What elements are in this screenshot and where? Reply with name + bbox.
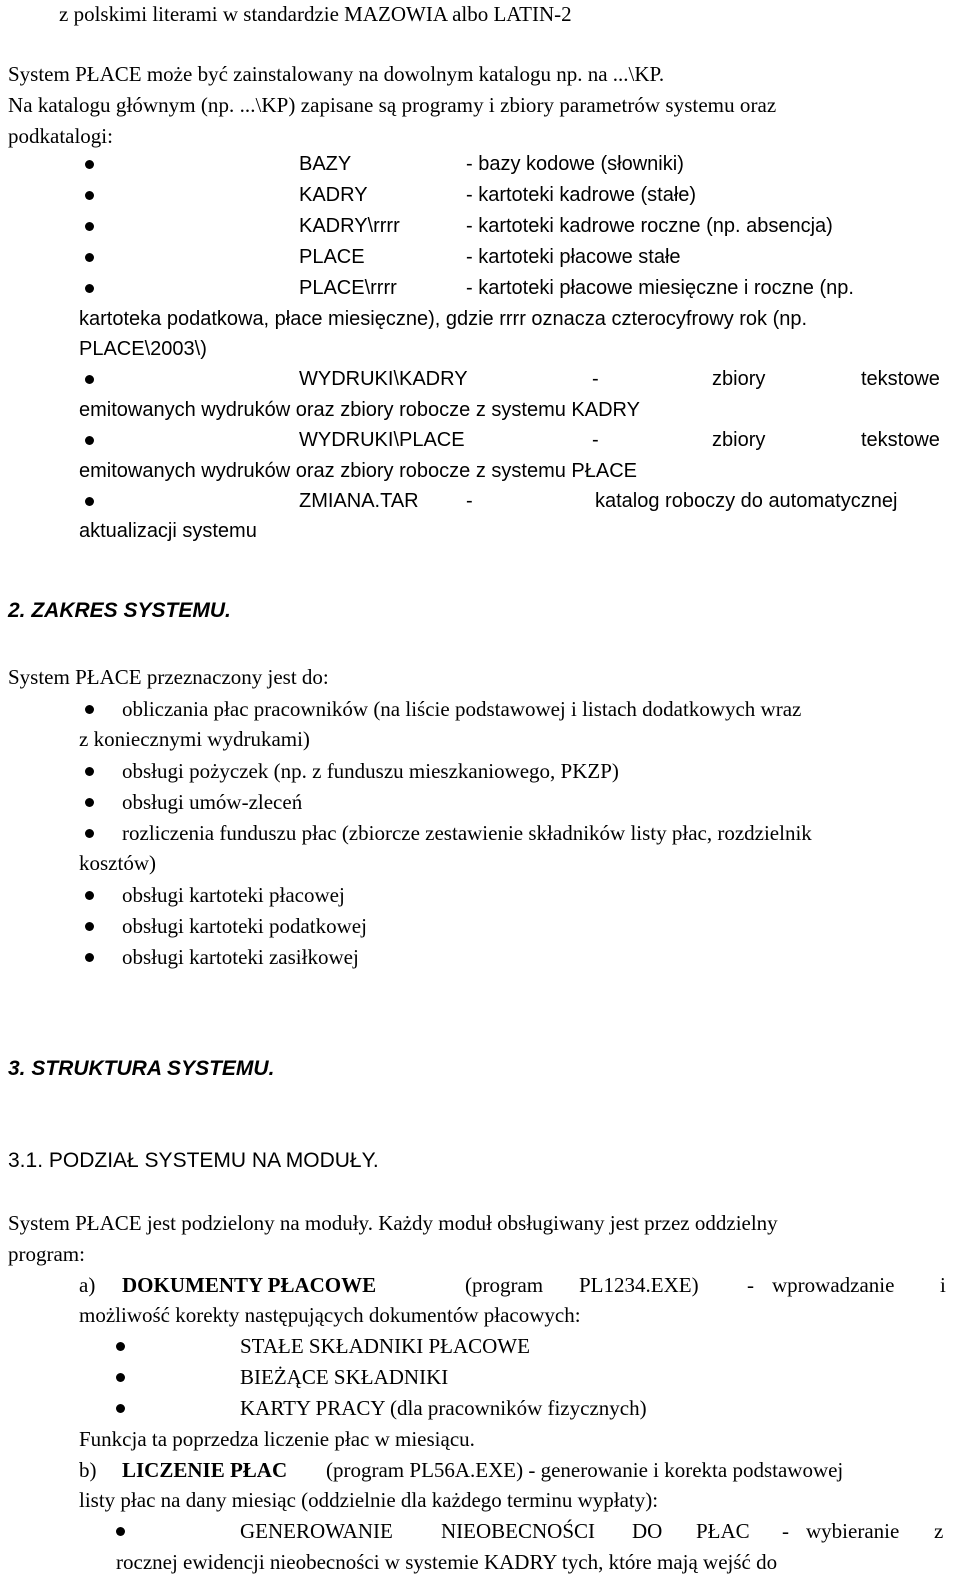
wydruki-place-continuation: emitowanych wydruków oraz zbiory robocze z systemu PŁACE — [79, 460, 637, 482]
wydruki-place-dash: - — [592, 429, 599, 451]
scope-item: rozliczenia funduszu płac (zbiorcze zestawienie składników listy płac, rozdzielnik — [122, 821, 812, 845]
wydruki-kadry-word: tekstowe — [861, 368, 940, 390]
section-3-intro-continuation: program: — [8, 1242, 85, 1266]
bullet-icon — [85, 798, 94, 807]
module-a-word: - — [747, 1273, 754, 1297]
module-b-item-word: DO — [632, 1519, 663, 1543]
bullet-icon — [85, 953, 94, 962]
bullet-icon — [85, 253, 94, 262]
bullet-icon — [85, 891, 94, 900]
module-b-item-word: z — [934, 1519, 944, 1543]
zmiana-desc: katalog roboczy do automatycznej — [595, 490, 898, 512]
dir-desc-place-rrrr: - kartoteki płacowe miesięczne i roczne (np. — [466, 277, 854, 299]
module-a-word: PL1234.EXE) — [579, 1273, 699, 1297]
zmiana-name: ZMIANA.TAR — [299, 490, 419, 512]
bullet-icon — [85, 375, 94, 384]
bullet-icon — [85, 284, 94, 293]
bullet-icon — [116, 1404, 125, 1413]
module-b-item-word: - — [782, 1519, 789, 1543]
module-a-word: (program — [465, 1273, 544, 1297]
dirs-continuation-2: PLACE\2003\) — [79, 338, 207, 360]
module-b-continuation: listy płac na dany miesiąc (oddzielnie dla każdego terminu wypłaty): — [79, 1488, 659, 1512]
wydruki-place-word: zbiory — [712, 429, 766, 451]
module-b-item-word: wybieranie — [806, 1519, 900, 1543]
dir-name-kadry-rrrr: KADRY\rrrr — [299, 215, 400, 237]
dir-name-place: PLACE — [299, 246, 365, 268]
scope-item: obliczania płac pracowników (na liście podstawowej i listach dodatkowych wraz — [122, 697, 802, 721]
scope-item-continuation: kosztów) — [79, 851, 156, 875]
module-a-word: wprowadzanie — [772, 1273, 895, 1297]
module-b-label: b) — [79, 1458, 97, 1482]
bullet-icon — [116, 1342, 125, 1351]
wydruki-place-word: tekstowe — [861, 429, 940, 451]
dir-desc-bazy: - bazy kodowe (słowniki) — [466, 153, 684, 175]
dir-name-bazy: BAZY — [299, 153, 352, 175]
bullet-icon — [116, 1527, 125, 1536]
zmiana-dash: - — [466, 490, 473, 512]
dir-desc-place: - kartoteki płacowe stałe — [466, 246, 681, 268]
module-a-item: KARTY PRACY (dla pracowników fizycznych) — [240, 1396, 647, 1420]
module-a-item: BIEŻĄCE SKŁADNIKI — [240, 1365, 449, 1389]
bullet-icon — [85, 705, 94, 714]
bullet-icon — [85, 767, 94, 776]
bullet-icon — [85, 497, 94, 506]
intro-line-4: podkatalogi: — [8, 124, 113, 148]
module-b-item-word: GENEROWANIE — [240, 1519, 393, 1543]
section-3-intro: System PŁACE jest podzielony na moduły. Każdy moduł obsługiwany jest przez oddzielny — [8, 1211, 778, 1235]
scope-item: obsługi pożyczek (np. z funduszu mieszkaniowego, PKZP) — [122, 759, 619, 783]
intro-line-2: System PŁACE może być zainstalowany na dowolnym katalogu np. na ...\KP. — [8, 62, 665, 86]
intro-line-3 — [8, 95, 948, 116]
dirs-continuation-1: kartoteka podatkowa, płace miesięczne), gdzie rrrr oznacza czterocyfrowy rok (np. — [79, 308, 808, 330]
bullet-icon — [85, 222, 94, 231]
bullet-icon — [85, 436, 94, 445]
module-a-continuation: możliwość korekty następujących dokumentów płacowych: — [79, 1303, 581, 1327]
bullet-icon — [85, 829, 94, 838]
scope-item: obsługi kartoteki płacowej — [122, 883, 345, 907]
intro-line-1: z polskimi literami w standardzie MAZOWIA albo LATIN-2 — [59, 2, 572, 26]
module-b-item-continuation: rocznej ewidencji nieobecności w systemie KADRY tych, które mają wejść do — [116, 1550, 778, 1574]
bullet-icon — [85, 922, 94, 931]
module-a-label: a) — [79, 1273, 96, 1297]
dir-name-kadry: KADRY — [299, 184, 368, 206]
module-a-item: STAŁE SKŁADNIKI PŁACOWE — [240, 1334, 530, 1358]
bullet-icon — [85, 160, 94, 169]
wydruki-place-name: WYDRUKI\PLACE — [299, 429, 465, 451]
section-3-heading: 3. STRUKTURA SYSTEMU. — [8, 1057, 275, 1080]
scope-item: obsługi umów-zleceń — [122, 790, 303, 814]
scope-item-continuation: z koniecznymi wydrukami) — [79, 727, 310, 751]
scope-item: obsługi kartoteki zasiłkowej — [122, 945, 359, 969]
wydruki-kadry-dash: - — [592, 368, 599, 390]
section-2-heading: 2. ZAKRES SYSTEMU. — [8, 599, 231, 622]
wydruki-kadry-word: zbiory — [712, 368, 766, 390]
intro-line-3-text: Na katalogu głównym (np. ...\KP) zapisane są programy i zbiory parametrów systemu oraz — [8, 93, 777, 117]
wydruki-kadry-continuation: emitowanych wydruków oraz zbiory robocze z systemu KADRY — [79, 399, 640, 421]
module-a-word: i — [940, 1273, 946, 1297]
module-b-item-word: NIEOBECNOŚCI — [441, 1519, 596, 1543]
bullet-icon — [85, 191, 94, 200]
scope-item: obsługi kartoteki podatkowej — [122, 914, 367, 938]
wydruki-kadry-name: WYDRUKI\KADRY — [299, 368, 468, 390]
module-b-item-word: PŁAC — [696, 1519, 750, 1543]
section-3-1-heading: 3.1. PODZIAŁ SYSTEMU NA MODUŁY. — [8, 1149, 379, 1172]
bullet-icon — [116, 1373, 125, 1382]
dir-desc-kadry-rrrr: - kartoteki kadrowe roczne (np. absencja) — [466, 215, 833, 237]
section-2-intro: System PŁACE przeznaczony jest do: — [8, 665, 329, 689]
zmiana-continuation: aktualizacji systemu — [79, 520, 257, 542]
module-a-name: DOKUMENTY PŁACOWE — [122, 1273, 377, 1297]
module-b-rest: (program PL56A.EXE) - generowanie i korekta podstawowej — [326, 1458, 844, 1482]
module-a-footer: Funkcja ta poprzedza liczenie płac w miesiącu. — [79, 1427, 475, 1451]
module-b-name: LICZENIE PŁAC — [122, 1458, 288, 1482]
dir-desc-kadry: - kartoteki kadrowe (stałe) — [466, 184, 697, 206]
dir-name-place-rrrr: PLACE\rrrr — [299, 277, 397, 299]
